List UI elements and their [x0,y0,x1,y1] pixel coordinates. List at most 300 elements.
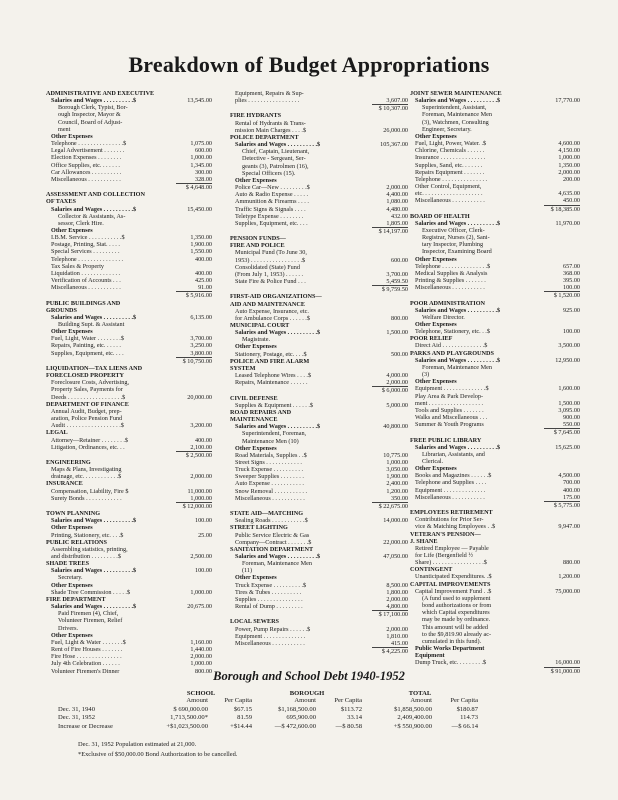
budget-line-label: Postage, Printing, Stat. . . . . [51,241,120,249]
budget-line [46,394,212,401]
budget-line [410,197,580,204]
budget-line-label [230,386,372,394]
budget-line-label: Salaries and Wages . . . . . . . . . .$ [51,517,137,525]
budget-line-label: LOCAL SEWERS [230,618,280,626]
budget-line-label [46,183,176,191]
budget-line [230,480,408,487]
budget-line [410,472,580,479]
budget-line-amount [544,581,580,588]
budget-line-label: may be made by ordinance. [422,616,491,624]
budget-line-amount [176,300,212,307]
budget-line-amount: 15,625.00 [555,443,580,451]
budget-line-amount: 175.00 [562,493,580,501]
budget-line-label: ment . . . . . . . . . . . . . . . . . . [415,399,484,407]
budget-line-label: Fuel, Light, Water . . . . . . . .$ [51,335,124,343]
budget-line-amount: $ 2,500.00 [176,451,212,459]
budget-line-label: (3) [422,371,430,379]
budget-line-amount [176,386,212,393]
budget-line-label: Superintendent, Foreman, [242,430,307,438]
budget-line [410,458,580,465]
budget-line-amount: 100.00 [194,517,212,525]
budget-line-label: I.B.M. Service . . . . . . . . . . .$ [51,234,125,242]
debt-col-school-amount: Amount [186,697,208,704]
budget-line [230,459,408,466]
budget-line-label: Inspector, Examining Board [422,248,492,256]
budget-line [46,206,212,213]
budget-line [46,574,212,581]
budget-line-label: Other Expenses [51,581,93,589]
budget-line-amount: 1,000.00 [190,494,212,502]
debt-cell: 81.59 [237,714,252,721]
budget-line-amount [544,234,580,241]
budget-line [410,133,580,140]
budget-line-amount: $ 4,225.00 [372,647,408,655]
budget-line [230,603,408,610]
budget-line-label: geants (3), Patrolmen (16), [242,162,309,170]
budget-line-label: Teletype Expense . . . . . . . . [235,212,304,220]
budget-line-label: Public Works Department [415,645,485,653]
budget-line-label: Other Expenses [415,465,457,473]
budget-line-amount [372,532,408,539]
budget-line [230,170,408,177]
budget-line-label: Miscellaneous . . . . . . . . . . . [415,493,485,501]
budget-line-amount: 2,000.00 [386,184,408,192]
budget-line [46,328,212,335]
budget-line-amount [372,560,408,567]
budget-line [410,307,580,314]
budget-line [46,517,212,524]
budget-line-label: Welfare Director. [422,313,465,321]
budget-line-label: Telephone . . . . . . . . . . . . . . .$ [415,262,491,270]
budget-line-label: Salaries and Wages . . . . . . . . . .$ [415,219,501,227]
budget-line-amount: $ 5,916.00 [176,291,212,299]
budget-line-amount [372,358,408,365]
budget-line [46,335,212,342]
budget-line-amount: 3,800.00 [190,349,212,357]
budget-line-label: Supplies, Equipment, etc. . . . [51,349,124,357]
budget-line-label: Truck Expense . . . . . . . . . . [235,466,304,474]
budget-line-label: Salaries and Wages . . . . . . . . . .$ [415,97,501,105]
budget-line-amount [372,336,408,343]
budget-line-amount [544,638,580,645]
budget-line-amount: 4,635.00 [558,190,580,198]
budget-line [230,329,408,336]
budget-line [230,582,408,589]
budget-line [46,176,212,183]
budget-line [410,357,580,364]
budget-line [46,365,212,372]
budget-line-label: Volunteer Firemen, Relief [58,617,123,625]
budget-line [230,163,408,170]
budget-line [410,552,580,559]
budget-line-label: Superintendent, Assistant, [422,104,487,112]
debt-col-label [58,697,150,706]
budget-line-amount [372,308,408,315]
budget-line-amount [544,111,580,118]
budget-line-label: FORECLOSED PROPERTY [46,372,124,380]
budget-line [410,516,580,523]
budget-line-label: (From July 1, 1953) . . . . . . [235,270,304,278]
budget-line-amount: $ 4,648.00 [176,183,212,191]
budget-line-label: Stationery, Postage, etc. . . .$ [235,350,307,358]
budget-line-label: Equipment . . . . . . . . . . . . . . [415,486,486,494]
budget-line-label: LEGAL [46,429,68,437]
budget-line-label: POLICE AND FIRE ALARM [230,357,310,365]
budget-line-amount [372,120,408,127]
budget-line-amount: 8,500.00 [386,581,408,589]
budget-line [46,488,212,495]
debt-cell: Increase or Decrease [58,722,113,730]
budget-line-amount: $ 10,750.00 [176,357,212,365]
budget-line-amount: 3,500.00 [558,342,580,350]
budget-line-label: Paid Firemen (4), Chief, [58,610,119,618]
budget-line-label [410,291,544,299]
budget-line-amount: 2,000.00 [190,653,212,661]
budget-line-label: Foreman, Maintenance Men [242,560,312,568]
budget-line-label: Miscellaneous . . . . . . . . . . . [51,175,121,183]
budget-line-amount [176,90,212,97]
budget-line [230,315,408,322]
budget-line [46,104,212,111]
debt-cell: 114.73 [460,714,478,721]
budget-line-amount [544,104,580,111]
budget-line-amount [372,567,408,574]
budget-line-label: Office Supplies, etc. . . . . . . [51,161,120,169]
budget-line [230,488,408,495]
budget-line [410,616,580,623]
budget-line [46,169,212,176]
budget-line-label: Insurance . . . . . . . . . . . . . . . [415,154,486,162]
budget-line [410,645,580,652]
budget-line [410,90,580,97]
budget-line-amount: 2,000.00 [386,379,408,387]
budget-line [230,640,408,647]
budget-line [230,372,408,379]
budget-line-label: Executive Officer, Clerk- [422,226,485,234]
budget-line-amount: 1,000.00 [558,154,580,162]
budget-line-amount: 2,000.00 [558,168,580,176]
budget-line [410,638,580,645]
budget-line-label: Salaries and Wages . . . . . . . . . .$ [51,603,137,611]
budget-line-amount: 2,000.00 [190,473,212,481]
debt-cell: 2,409,400.00 [397,714,432,721]
budget-line [46,321,212,328]
budget-line [230,322,408,329]
budget-line-amount [544,451,580,458]
budget-line [410,111,580,118]
budget-line-label: SHADE TREES [46,560,90,568]
budget-line-amount [544,378,580,385]
budget-line-amount [372,546,408,553]
budget-line-amount: $ 10,307.00 [372,104,408,112]
budget-line-amount: 20,675.00 [187,603,212,611]
budget-line [230,227,408,235]
debt-group-headers [58,690,586,697]
budget-line [46,342,212,349]
budget-line-amount: 550.00 [562,421,580,429]
budget-line-amount: 5,459.50 [386,278,408,286]
budget-line-label [230,104,372,112]
debt-cell: $67.15 [233,705,252,713]
budget-line-label: EMPLOYEES RETIREMENT [410,509,493,517]
budget-line-label: MUNICIPAL COURT [230,322,290,329]
budget-line-amount: 1,900.00 [190,241,212,249]
budget-line-amount [372,170,408,177]
budget-line [410,190,580,197]
budget-line [230,257,408,264]
budget-line [410,183,580,190]
budget-line [230,365,408,372]
budget-line [410,220,580,227]
budget-line [410,588,580,595]
budget-line [46,133,212,140]
budget-line-label: and distribution . . . . . . . . .$ [51,553,121,560]
budget-line-amount: 5,000.00 [386,401,408,409]
debt-cell: $1,858,500.00 [394,705,432,713]
budget-line-amount: 3,700.00 [190,335,212,343]
debt-cell: 695,900.00 [286,714,316,721]
budget-line-label: Drivers. [58,624,79,632]
budget-line-label: Other Control, Equipment, [415,183,482,191]
budget-line-label [230,227,372,235]
budget-line [46,415,212,422]
budget-line [46,532,212,539]
budget-line-label: vice & Matching Employees . .$ [415,523,496,531]
budget-line-label: PENSION FUNDS— [230,235,286,243]
budget-line-label: Telephone and Supplies . . . . [415,479,487,487]
budget-line-label: Telephone . . . . . . . . . . . . . . . [51,255,124,263]
budget-line-amount: 800.00 [194,667,212,675]
budget-line-label: Other Expenses [235,444,277,452]
budget-line-amount [372,618,408,625]
budget-line-label: Retired Employee — Payable [415,544,489,552]
budget-line-label: CIVIL DEFENSE [230,394,278,402]
budget-line-amount: 600.00 [194,147,212,155]
debt-column-headers [58,697,586,706]
budget-line-label: Annual Audit, Budget, prep- [51,407,122,415]
budget-line [230,610,408,618]
budget-line-label: Miscellaneous . . . . . . . . . . . [415,284,485,292]
budget-line-amount [544,335,580,342]
budget-line-label: tary Inspector, Plumbing [422,241,484,249]
budget-line-label: Registrar, Nurses (2), Sani- [422,234,490,242]
budget-line-label: Magistrate. [242,336,271,344]
budget-line [410,566,580,573]
budget-line [46,386,212,393]
budget-line-amount: 100.00 [562,284,580,292]
budget-line-amount [544,437,580,444]
budget-line [230,90,408,97]
budget-line-amount [544,602,580,609]
budget-line [46,162,212,169]
budget-line-label: Salaries and Wages . . . . . . . . . .$ [51,567,137,575]
budget-line-amount: 425.00 [194,277,212,285]
budget-line [410,154,580,161]
budget-line [230,293,408,300]
budget-line-label [230,285,372,293]
budget-line-amount [544,652,580,659]
budget-line-label: Foreman, Maintenance Men [422,111,492,119]
budget-line-label: 1953) . . . . . . . . . . . . . . . . .$ [235,256,306,264]
budget-line [46,213,212,220]
budget-line-label: Salaries and Wages . . . . . . . . . .$ [415,443,501,451]
budget-line-label: Consolidated (State) Fund [235,263,300,271]
debt-cell: $113.72 [340,705,362,713]
budget-line [410,328,580,335]
budget-line [410,119,580,126]
budget-line-amount [372,510,408,517]
budget-line-amount [544,538,580,545]
budget-line-label: ASSESSMENT AND COLLECTION [46,191,145,199]
budget-line [46,97,212,104]
budget-line-amount: 75,000.00 [555,587,580,595]
budget-line-amount: 1,600.00 [558,385,580,393]
budget-line-label [410,501,544,509]
budget-line-label: Attorney—Retainer . . . . . . . .$ [51,436,128,444]
budget-line-label [46,502,176,510]
budget-line-amount: $ 91,000.00 [544,667,580,675]
budget-line-label: SYSTEM [230,364,256,372]
budget-line-label: cumulated in this fund). [422,637,482,645]
budget-line [230,524,408,531]
budget-line [410,659,580,666]
budget-line [230,351,408,358]
budget-line-label: Compensation, Liability, Fire $ [51,487,129,495]
budget-line-amount: 700.00 [562,479,580,487]
budget-line [230,539,408,546]
budget-line [410,501,580,509]
budget-line-label: Librarian, Assistants, and [422,450,485,458]
budget-line-label: Assembling statistics, printing, [51,545,128,553]
budget-line-amount: 100.00 [194,567,212,575]
budget-line [410,277,580,284]
budget-line [46,480,212,487]
budget-line-amount: $ 1,520.00 [544,291,580,299]
budget-line [46,510,212,517]
budget-line-label: Election Expenses . . . . . . . . [51,154,122,162]
budget-line-amount: $ 22,675.00 [372,502,408,510]
budget-line-label: Miscellaneous . . . . . . . . . . . [235,639,305,647]
budget-line-amount: 1,000.00 [190,660,212,668]
debt-col-total-amount: Amount [410,697,432,704]
budget-line-label: Maintenance Men (10) [242,437,299,445]
budget-line [410,538,580,545]
budget-line-label: BOARD OF HEALTH [410,212,470,220]
budget-line [46,660,212,667]
budget-line [230,184,408,191]
budget-line-amount [176,546,212,553]
budget-line-label: (3), Watchmen, Consulting [422,118,489,126]
budget-line-label: AID AND MAINTENANCE [230,300,305,308]
budget-line [410,234,580,241]
budget-line-label: Share) . . . . . . . . . . . . . . . . .$ [415,559,487,567]
budget-line-label: Municipal Fund (To June 30, [235,249,307,257]
budget-line [46,277,212,284]
budget-line [230,423,408,430]
budget-line-amount: 16,000.00 [555,659,580,667]
budget-line-amount [372,445,408,452]
budget-column-2 [230,90,408,655]
budget-line-amount [372,430,408,437]
budget-line-label: PUBLIC BUILDINGS AND [46,299,121,307]
budget-line-amount [176,466,212,473]
debt-table [58,690,586,731]
budget-line-amount: $ 12,000.00 [176,502,212,510]
budget-line [46,270,212,277]
budget-line [410,509,580,516]
budget-line [230,574,408,581]
budget-line [410,609,580,616]
budget-line-label: Sealing Roads . . . . . . . . . . .$ [235,517,308,525]
budget-line-label: FREE PUBLIC LIBRARY [410,436,482,444]
budget-line [46,473,212,480]
budget-line-amount [544,364,580,371]
budget-line-amount [176,596,212,603]
budget-column-3 [410,90,580,675]
budget-line-amount [544,126,580,133]
budget-line-label: sessor, Clerk Hire. [58,219,104,227]
budget-line-label: drainage, etc. . . . . . . . . . . .$ [51,473,122,481]
budget-line [46,429,212,436]
debt-row-change [58,723,586,732]
budget-line-amount: 15,450.00 [187,205,212,213]
debt-cell: $1,168,500.00 [278,705,316,713]
budget-line [410,213,580,220]
budget-line-amount [372,177,408,184]
budget-line-amount [176,459,212,466]
budget-line [410,631,580,638]
budget-line-amount [544,609,580,616]
budget-line-amount: 4,150.00 [558,147,580,155]
budget-line [46,379,212,386]
budget-line-label: JOINT SEWER MAINTENANCE [410,90,502,97]
budget-line [46,126,212,133]
budget-line-amount: 3,095.00 [558,406,580,414]
budget-line-amount: 1,000.00 [190,154,212,162]
budget-line-amount: $ 5,775.00 [544,501,580,509]
budget-line-amount: 2,500.00 [190,553,212,560]
budget-line [46,582,212,589]
budget-line-amount [176,213,212,220]
budget-line-amount [372,242,408,249]
budget-line [410,385,580,392]
budget-line-label: OF TAXES [46,198,76,206]
budget-line-label: Chlorine, Chemicals . . . . . . [415,147,485,155]
budget-line [46,625,212,632]
budget-line-label: Secretary. [58,574,83,582]
budget-line-amount [544,90,580,97]
budget-line-amount [176,104,212,111]
budget-line-label: MAINTENANCE [230,416,278,424]
budget-line-label: Equipment . . . . . . . . . . . . . . [235,632,306,640]
budget-line-label: Building Supt. & Assistant [58,321,125,328]
budget-line-label: Police Car—New . . . . . . . . .$ [235,184,310,192]
budget-line [410,595,580,602]
debt-row-1940 [58,706,586,715]
budget-line [410,314,580,321]
budget-line [46,524,212,531]
budget-line-amount: $ 6,000.00 [372,386,408,394]
debt-population-note: Dec. 31, 1952 Population estimated at 21,000. [78,741,197,748]
budget-line [230,97,408,104]
budget-line-amount: 4,600.00 [558,140,580,148]
budget-line-amount: 1,500.00 [558,399,580,407]
budget-line-label: Other Expenses [51,226,93,234]
budget-line-label: Auto & Radio Expense . . . . . [235,191,309,199]
budget-line-label: ENGINEERING [46,458,91,466]
budget-line-amount [372,163,408,170]
budget-line-label: Power, Pump Repairs . . . . . .$ [235,625,311,633]
